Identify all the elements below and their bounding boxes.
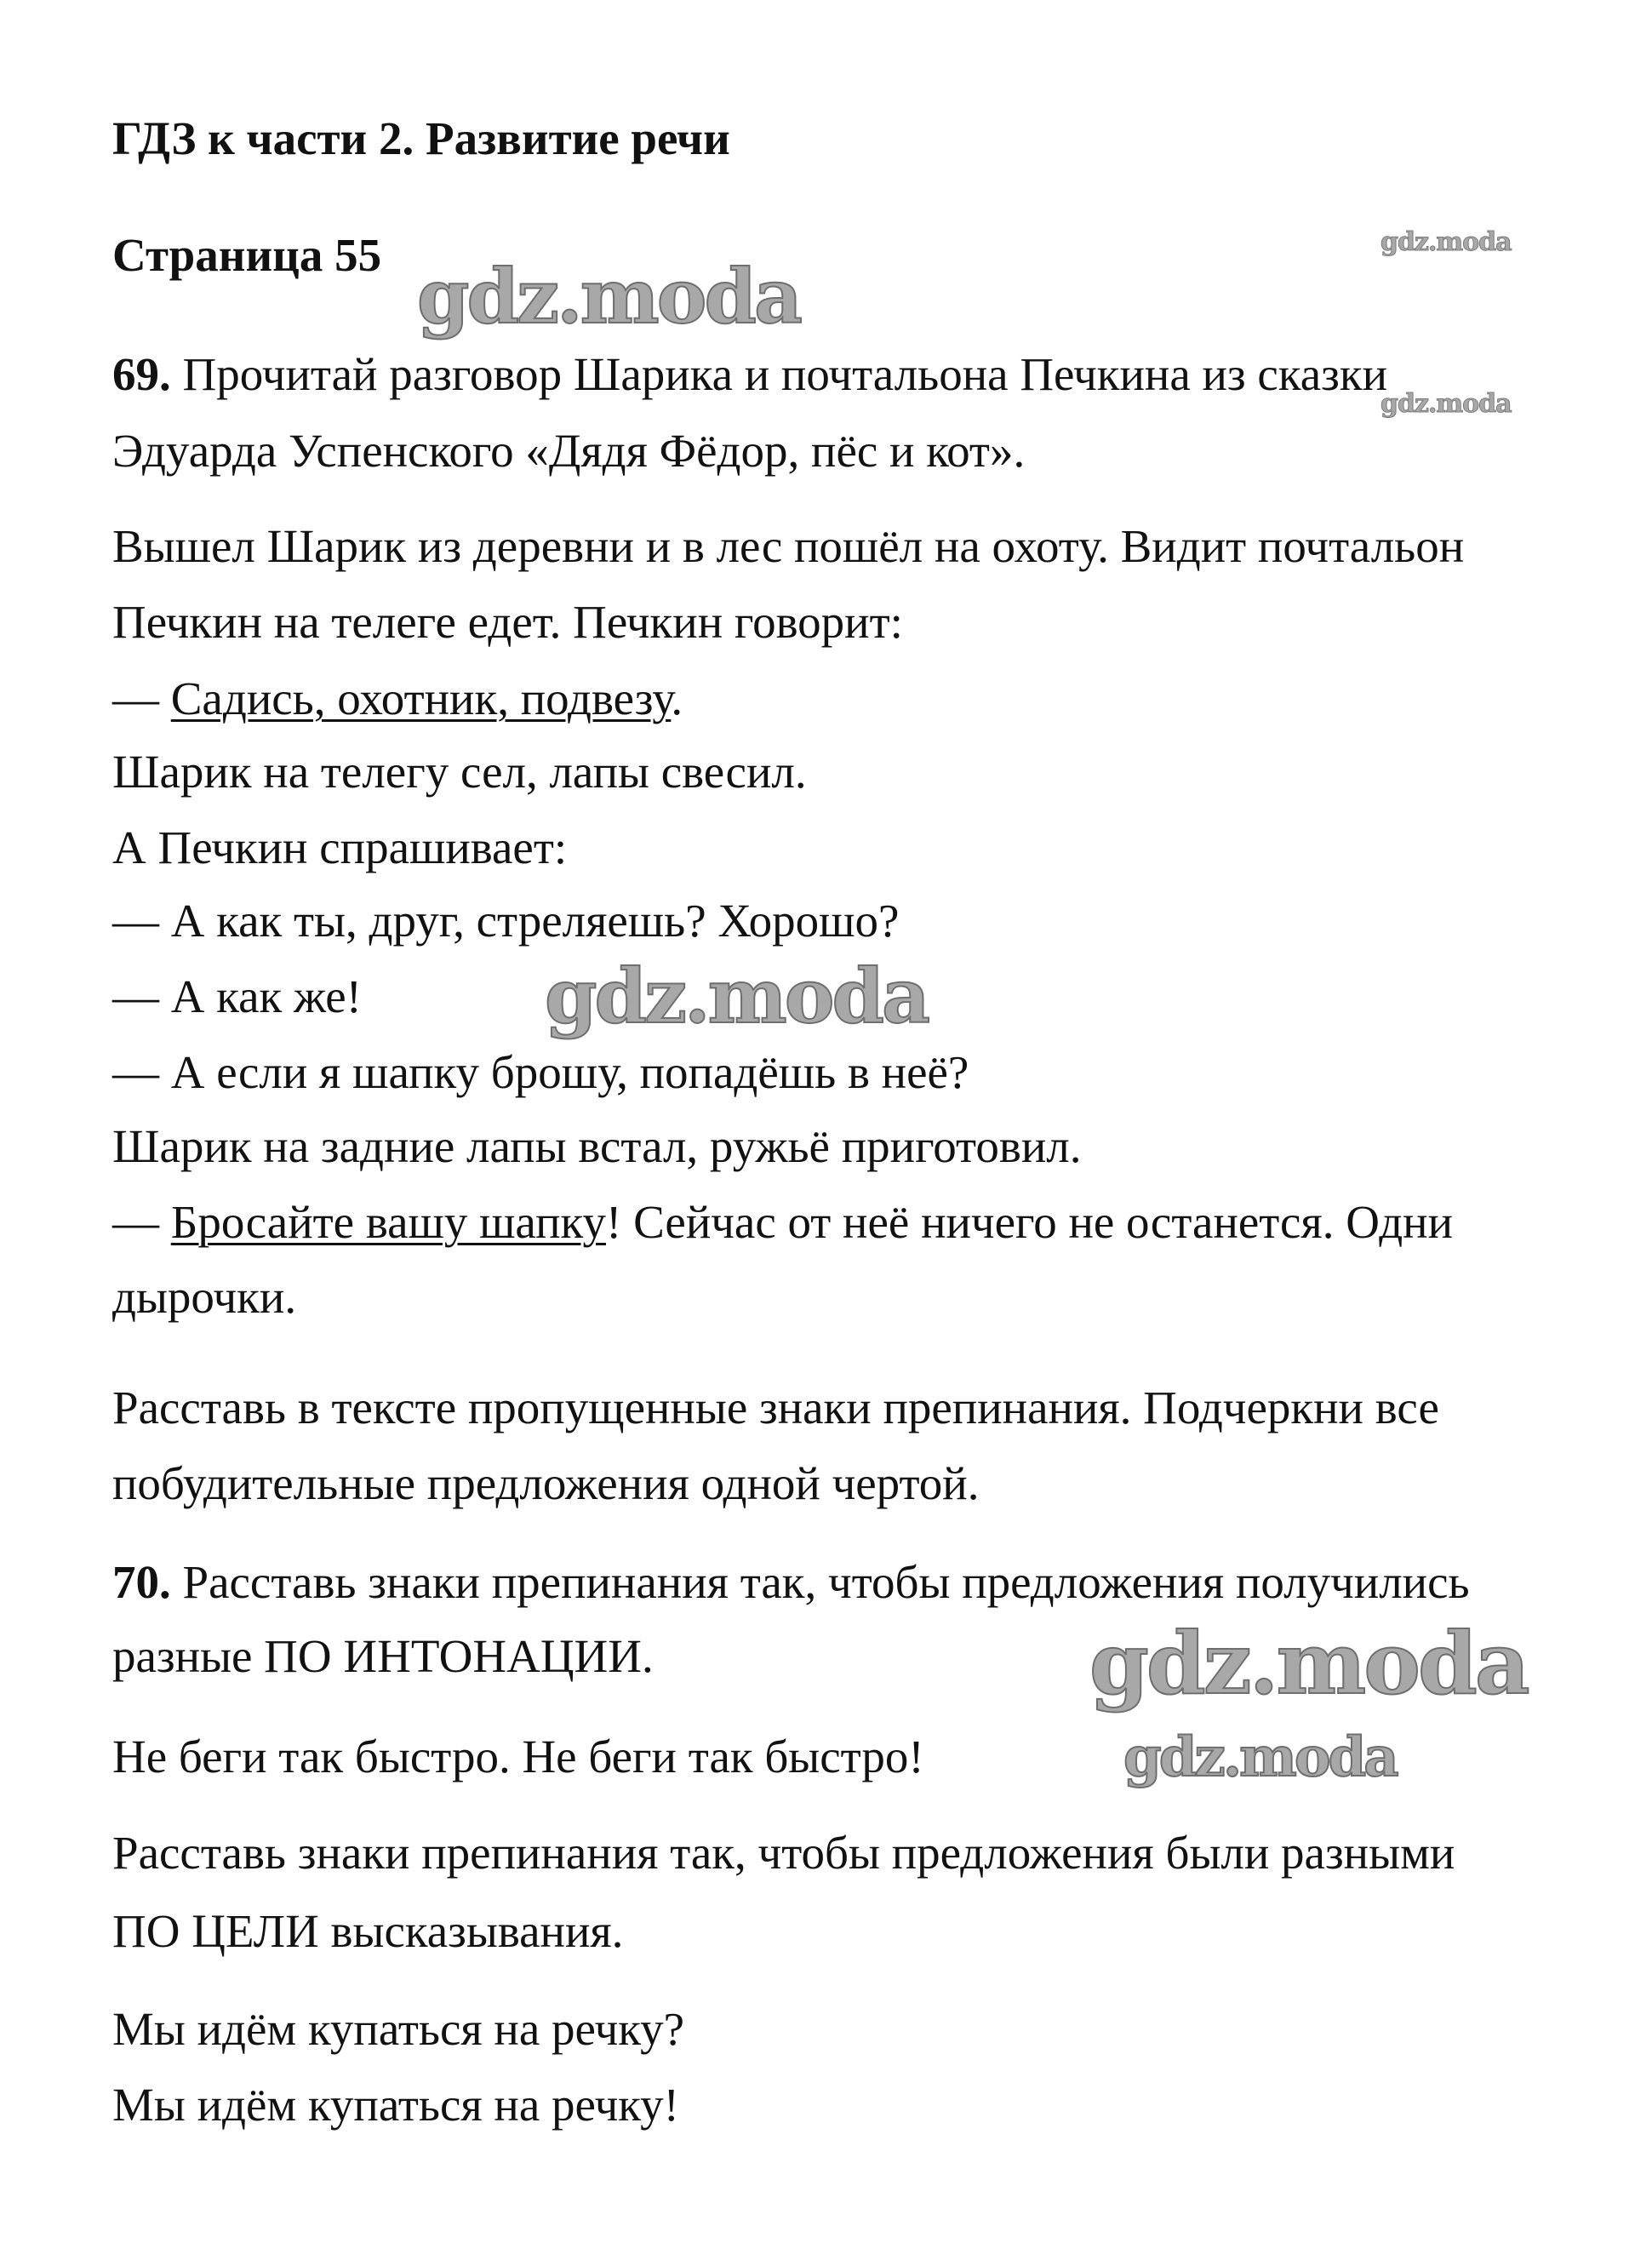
- underlined-sentence: Садись, охотник, подвезу: [170, 672, 672, 724]
- watermark: gdz.moda: [417, 252, 801, 340]
- watermark: gdz.moda: [1380, 389, 1512, 419]
- text-line: Шарик на задние лапы встал, ружьё приготовил.: [112, 1120, 1082, 1172]
- task-70-prompt-2: разные ПО ИНТОНАЦИИ.: [112, 1630, 654, 1682]
- watermark: gdz.moda: [1089, 1613, 1528, 1714]
- text-line: дырочки.: [112, 1271, 297, 1323]
- task-70-prompt: [112, 1553, 1470, 1612]
- text-line: — А как ты, друг, стреляешь? Хорошо?: [112, 895, 900, 947]
- text-line: Вышел Шарик из деревни и в лес пошёл на охоту. Видит почтальон: [112, 520, 1465, 572]
- instruction: побудительные предложения одной чертой.: [112, 1457, 980, 1509]
- task-70-prompt2: Расставь знаки препинания так, чтобы предложения были разными: [112, 1827, 1455, 1879]
- page-number: Страница 55: [112, 229, 382, 281]
- prompt-text: Расставь знаки препинания так, чтобы предложения получились: [182, 1556, 1470, 1608]
- dash: —: [112, 1196, 171, 1248]
- dash: —: [112, 672, 171, 724]
- task-number: 70.: [112, 1556, 171, 1608]
- text-line-underlined: [112, 669, 683, 729]
- text-line-underlined: [112, 1193, 1453, 1252]
- page-heading: ГДЗ к части 2. Развитие речи: [112, 112, 730, 164]
- task-69-prompt: [112, 345, 1387, 404]
- watermark: gdz.moda: [545, 952, 929, 1040]
- answer: Мы идём купаться на речку!: [112, 2079, 679, 2131]
- punct: .: [671, 672, 683, 724]
- instruction: Расставь в тексте пропущенные знаки препинания. Подчеркни все: [112, 1382, 1439, 1433]
- text-line: — А если я шапку брошу, попадёшь в неё?: [112, 1046, 969, 1098]
- task-70-prompt2-2: ПО ЦЕЛИ высказывания.: [112, 1905, 624, 1957]
- watermark: gdz.moda: [1380, 227, 1512, 257]
- text-line: А Печкин спрашивает:: [112, 821, 568, 873]
- rest-text: ! Сейчас от неё ничего не останется. Одни: [606, 1196, 1454, 1248]
- watermark: gdz.moda: [1123, 1725, 1397, 1789]
- answer: Мы идём купаться на речку?: [112, 2003, 685, 2055]
- prompt-text: Прочитай разговор Шарика и почтальона Печкина из сказки: [182, 348, 1387, 400]
- answer: Не беги так быстро. Не беги так быстро!: [112, 1731, 924, 1782]
- text-line: Печкин на телеге едет. Печкин говорит:: [112, 596, 903, 648]
- text-line: — А как же!: [112, 970, 362, 1022]
- task-69-prompt-2: Эдуарда Успенского «Дядя Фёдор, пёс и кот».: [112, 425, 1026, 477]
- text-line: Шарик на телегу сел, лапы свесил.: [112, 746, 807, 798]
- underlined-sentence: Бросайте вашу шапку: [170, 1196, 606, 1248]
- task-number: 69.: [112, 348, 171, 400]
